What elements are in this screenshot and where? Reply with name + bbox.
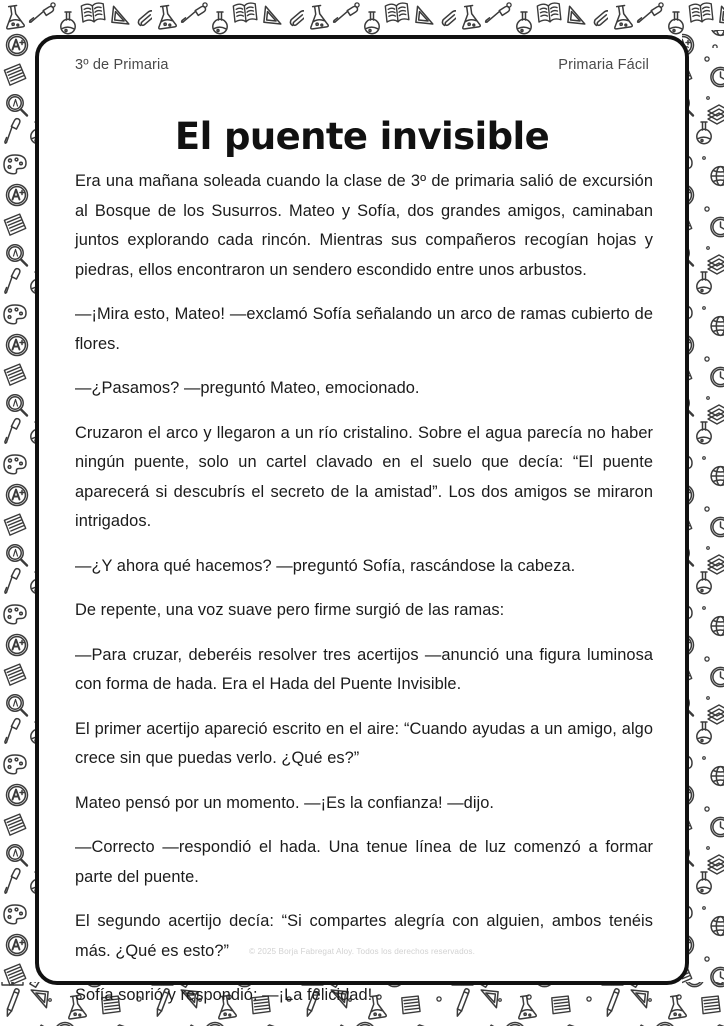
story-paragraph: Mateo pensó por un momento. —¡Es la confianza! —dijo. [75,793,495,812]
story-paragraph: Era una mañana soleada cuando la clase de 3º de primaria salió de excursión al Bosque de los Susurros. Mateo y Sofía, dos grandes amigos, caminaban juntos explorando cada rincón. Mientras sus compañeros recogían hojas y piedras, ellos encontraron un sendero escondido entre unos arbustos. [75,172,653,279]
card-footer [39,941,685,959]
story-paragraph: —Para cruzar, deberéis resolver tres acertijos —anunció una figura luminosa con forma de hada. Era el Hada del Puente Invisible. [75,645,653,693]
story-paragraph: El primer acertijo apareció escrito en el aire: “Cuando ayudas a un amigo, algo crece sin que puedas verlo. ¿Qué es?” [75,719,653,767]
story-paragraph: El segundo acertijo decía: “Si compartes alegría con alguien, ambos tenéis más. ¿Qué es esto?” [75,912,653,960]
story-paragraph: Sofía sonrió y respondió: —¡La felicidad! [75,986,373,1004]
story-body [75,167,653,1026]
story-paragraph: De repente, una voz suave pero firme surgió de las ramas: [75,601,505,619]
copyright-notice: © 2025 Borja Fabregat Aloy. Todos los derechos reservados. [249,947,475,956]
story-paragraph: —¿Pasamos? —preguntó Mateo, emocionado. [75,379,420,397]
grade-level-label: 3º de Primaria [75,57,169,73]
story-paragraph: Cruzaron el arco y llegaron a un río cristalino. Sobre el agua parecía no haber ningún puente, solo un cartel clavado en el suelo que decía: “El puente aparecerá si descubrís el secreto de la amistad”. Los dos amigos se miraron intrigados. [75,423,653,530]
story-paragraph: —Correcto —respondió el hada. Una tenue línea de luz comenzó a formar parte del puente. [75,838,653,886]
card-header [39,57,685,73]
story-paragraph: —¿Y ahora qué hacemos? —preguntó Sofía, rascándose la cabeza. [75,556,576,575]
worksheet-card [35,35,689,1004]
story-paragraph: —¡Mira esto, Mateo! —exclamó Sofía señalando un arco de ramas cubierto de flores. [75,305,653,353]
brand-label: Primaria Fácil [558,57,649,73]
page-title: El puente invisible [174,114,550,158]
